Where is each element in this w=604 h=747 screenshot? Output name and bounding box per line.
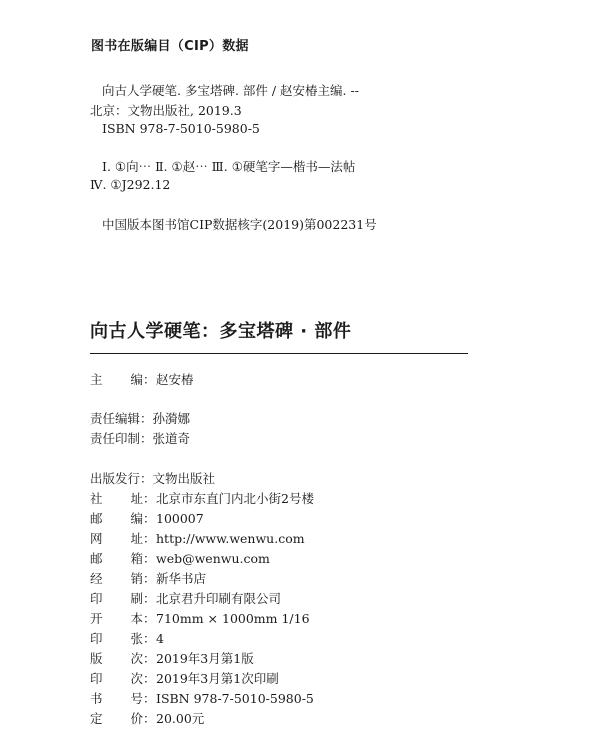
website-key-1: 网 bbox=[90, 531, 103, 546]
format-key-2: 本： bbox=[130, 611, 156, 626]
email-key-2: 箱： bbox=[130, 551, 156, 566]
isbn-key-2: 号： bbox=[130, 691, 156, 706]
editor-row bbox=[90, 370, 194, 388]
printing-value: 2019年3月第1次印刷 bbox=[156, 671, 279, 686]
cip-subject-line-1: Ⅰ. ①向⋯ Ⅱ. ①赵⋯ Ⅲ. ①硬笔字—楷书—法帖 bbox=[102, 159, 356, 174]
website-row bbox=[90, 529, 305, 547]
address-row bbox=[90, 489, 314, 507]
website-link[interactable]: http://www.wenwu.com bbox=[156, 531, 305, 546]
printing-row bbox=[90, 669, 279, 687]
sheets-value: 4 bbox=[156, 631, 164, 646]
printer-key-1: 印 bbox=[90, 591, 103, 606]
resp-editor-key: 责任编辑： bbox=[90, 411, 153, 426]
postcode-key-2: 编： bbox=[130, 511, 156, 526]
sheets-key-1: 印 bbox=[90, 631, 103, 646]
edition-key-1: 版 bbox=[90, 651, 103, 666]
cip-title-line: 向古人学硬笔. 多宝塔碑. 部件 / 赵安椿主编. -- bbox=[102, 83, 359, 98]
postcode-value: 100007 bbox=[156, 511, 204, 526]
cip-heading: 图书在版编目（CIP）数据 bbox=[91, 39, 249, 54]
resp-editor-value: 孙漪娜 bbox=[152, 411, 191, 426]
resp-print-row bbox=[90, 429, 190, 447]
distributor-key-2: 销： bbox=[130, 571, 156, 586]
publisher-value: 文物出版社 bbox=[152, 471, 216, 486]
edition-row bbox=[90, 649, 254, 667]
address-key-2: 址： bbox=[130, 491, 156, 506]
website-key-2: 址： bbox=[130, 531, 156, 546]
isbn-key-1: 书 bbox=[90, 691, 103, 706]
isbn-value: ISBN 978-7-5010-5980-5 bbox=[156, 691, 314, 706]
email-row bbox=[90, 549, 270, 567]
resp-editor-row bbox=[90, 409, 190, 427]
distributor-row bbox=[90, 569, 206, 587]
price-key-1: 定 bbox=[90, 711, 103, 726]
editor-value: 赵安椿 bbox=[156, 372, 194, 387]
price-value: 20.00元 bbox=[156, 711, 205, 726]
price-key-2: 价： bbox=[130, 711, 156, 726]
postcode-key-1: 邮 bbox=[90, 511, 103, 526]
format-key-1: 开 bbox=[90, 611, 103, 626]
isbn-row bbox=[90, 689, 314, 707]
format-value: 710mm × 1000mm 1/16 bbox=[156, 611, 310, 626]
resp-print-value: 张道奇 bbox=[152, 431, 191, 446]
title-rule bbox=[90, 353, 468, 354]
edition-key-2: 次： bbox=[130, 651, 156, 666]
distributor-value: 新华书店 bbox=[156, 571, 207, 586]
sheets-key-2: 张： bbox=[130, 631, 156, 646]
distributor-key-1: 经 bbox=[90, 571, 103, 586]
cip-number: 中国版本图书馆CIP数据核字(2019)第002231号 bbox=[102, 217, 377, 232]
edition-value: 2019年3月第1版 bbox=[156, 651, 254, 666]
cip-subject-line-2: Ⅳ. ①J292.12 bbox=[90, 177, 171, 192]
publisher-key: 出版发行： bbox=[90, 471, 153, 486]
printer-key-2: 刷： bbox=[130, 591, 156, 606]
publisher-row bbox=[90, 469, 215, 487]
email-key-1: 邮 bbox=[90, 551, 103, 566]
editor-key-1: 主 bbox=[90, 372, 103, 387]
address-value: 北京市东直门内北小街2号楼 bbox=[156, 491, 314, 506]
printing-key-2: 次： bbox=[130, 671, 156, 686]
resp-print-key: 责任印制： bbox=[90, 431, 153, 446]
format-row bbox=[90, 609, 310, 627]
editor-key-2: 编： bbox=[130, 372, 156, 387]
email-link[interactable]: web@wenwu.com bbox=[156, 551, 270, 566]
book-title: 向古人学硬笔：多宝塔碑 · 部件 bbox=[90, 321, 352, 342]
sheets-row bbox=[90, 629, 164, 647]
printer-value: 北京君升印刷有限公司 bbox=[156, 591, 282, 606]
address-key-1: 社 bbox=[90, 491, 103, 506]
postcode-row bbox=[90, 509, 204, 527]
printing-key-1: 印 bbox=[90, 671, 103, 686]
cip-isbn-line: ISBN 978-7-5010-5980-5 bbox=[102, 121, 260, 136]
printer-row bbox=[90, 589, 281, 607]
price-row bbox=[90, 709, 204, 727]
cip-publisher-line: 北京：文物出版社, 2019.3 bbox=[90, 103, 242, 118]
